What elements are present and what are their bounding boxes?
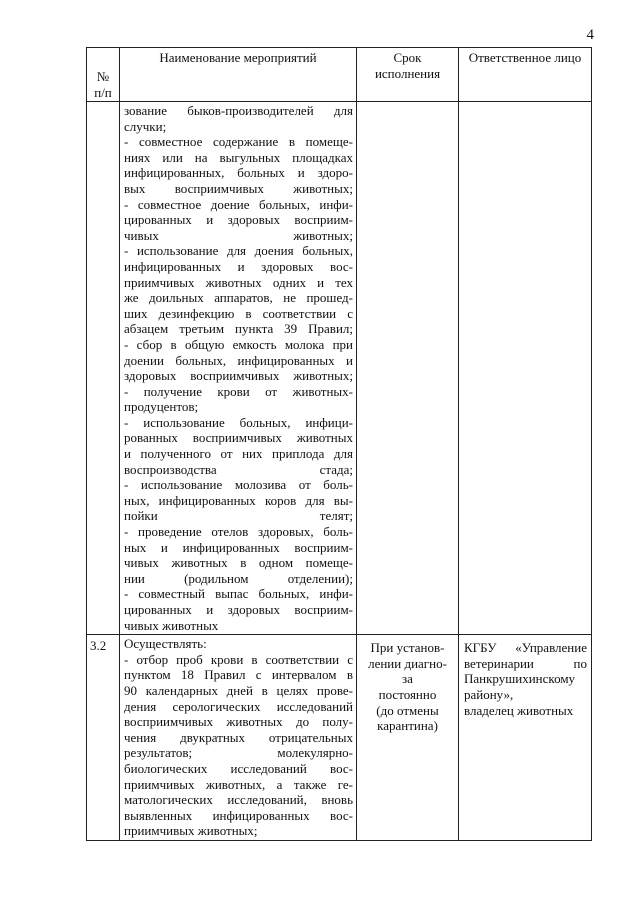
measure-line: абзацем третьим пункта 39 Правил; xyxy=(124,321,353,337)
measure-line: - получение крови от животных- xyxy=(124,383,353,399)
row-continued-term xyxy=(357,102,459,635)
measure-line: нии (родильном отделении); xyxy=(124,570,353,586)
measure-line: здоровых восприимчивых животных; xyxy=(124,368,353,384)
measures-table xyxy=(86,47,592,841)
measure-line: - проведение отелов здоровых, боль- xyxy=(124,524,353,540)
measure-line: выявленных инфицированных вос- xyxy=(124,807,353,823)
responsible-line: Панкрушихинскому xyxy=(464,671,576,687)
measure-line: ших дезинфекцию в соответствии с xyxy=(124,305,353,321)
header-term-text: Срок xyxy=(393,50,422,65)
measure-line: цированных и здоровых восприим- xyxy=(124,212,353,228)
term-line: за xyxy=(402,671,413,687)
measure-line: - отбор проб крови в соответствии с xyxy=(124,651,353,667)
measure-line: продуцентов; xyxy=(124,399,199,415)
row-continued-measures xyxy=(120,102,357,635)
row-3-2-responsible xyxy=(459,635,592,841)
measure-line: - использование для доения больных, xyxy=(124,243,353,259)
measure-line: случки; xyxy=(124,118,167,134)
responsible-line: владелец животных xyxy=(464,702,574,718)
responsible-line: ветеринарии по xyxy=(464,655,587,671)
measure-line: вых восприимчивых животных; xyxy=(124,180,353,196)
table-header-row xyxy=(87,48,592,102)
header-measure-name: Наименование мероприятий xyxy=(120,48,357,102)
measure-line: пойки телят; xyxy=(124,508,353,524)
measure-line: инфицированных и здоровых вос- xyxy=(124,258,353,274)
measure-line: чивых животных; xyxy=(124,227,353,243)
term-line: лении диагно- xyxy=(368,655,447,671)
measure-line: матологических исследований, вновь xyxy=(124,792,353,808)
table-row-continued xyxy=(87,102,592,635)
header-term xyxy=(357,48,459,102)
header-number-text: № xyxy=(96,69,110,84)
responsible-line: КГБУ «Управление xyxy=(464,640,587,656)
measure-line: доении больных, инфицированных и xyxy=(124,352,353,368)
measure-line: зование быков-производителей для xyxy=(124,103,353,118)
measure-line: чивых животных xyxy=(124,617,219,633)
measure-line: 90 календарных дней в целях прове- xyxy=(124,682,353,698)
measure-line: инфицированных, больных и здоро- xyxy=(124,165,353,181)
measure-line: чения двукратных отрицательных xyxy=(124,729,353,745)
measure-line: восприимчивых животных до полу- xyxy=(124,714,353,730)
term-line: постоянно xyxy=(378,686,437,702)
term-line: (до отмены xyxy=(376,702,439,718)
row-3-2-measures xyxy=(120,635,357,841)
measure-line: Осуществлять: xyxy=(124,636,207,652)
header-number-text: п/п xyxy=(94,85,112,100)
measure-line: приимчивых животных одних и тех xyxy=(124,274,353,290)
measure-line: пунктом 18 Правил с интервалом в xyxy=(124,667,353,683)
row-continued-responsible xyxy=(459,102,592,635)
measure-line: приимчивых животных; xyxy=(124,823,258,839)
row-number: 3.2 xyxy=(87,635,120,841)
measure-line: ниях или на выгульных площадках xyxy=(124,149,353,165)
measure-line: цированных и здоровых восприим- xyxy=(124,602,353,617)
table-row-3-2 xyxy=(87,635,592,841)
measure-line: результатов; молекулярно- xyxy=(124,745,353,761)
measure-line: - использование молозива от боль- xyxy=(124,477,353,493)
measure-line: дения серологических исследований xyxy=(124,698,353,714)
measure-line: - сбор в общую емкость молока при xyxy=(124,336,353,352)
row-3-2-term xyxy=(357,635,459,841)
header-number xyxy=(87,48,120,102)
page-number: 4 xyxy=(586,27,594,43)
measure-line: чивых животных в одном помеще- xyxy=(124,555,353,571)
measure-line: - совместный выпас больных, инфи- xyxy=(124,586,353,602)
measure-line: воспроизводства стада; xyxy=(124,461,353,477)
measure-line: ных, инфицированных коров для вы- xyxy=(124,492,353,508)
header-term-text: исполнения xyxy=(374,66,441,81)
measure-line: - использование больных, инфици- xyxy=(124,414,353,430)
term-line: карантина) xyxy=(377,718,438,734)
measure-line: рованных восприимчивых животных xyxy=(124,430,353,446)
measure-line: и полученного от них приплода для xyxy=(124,446,353,462)
measure-line: ных и инфицированных восприим- xyxy=(124,539,353,555)
measure-line: же доильных аппаратов, не прошед- xyxy=(124,290,353,306)
term-line: При установ- xyxy=(370,640,445,656)
row-continued-number xyxy=(87,102,120,635)
measure-line: - совместное содержание в помеще- xyxy=(124,134,353,150)
header-responsible: Ответственное лицо xyxy=(459,48,592,102)
responsible-line: району», xyxy=(464,686,514,702)
measure-line: биологических исследований вос- xyxy=(124,760,353,776)
measure-line: - совместное доение больных, инфи- xyxy=(124,196,353,212)
measure-line: приимчивых животных, а также ге- xyxy=(124,776,353,792)
